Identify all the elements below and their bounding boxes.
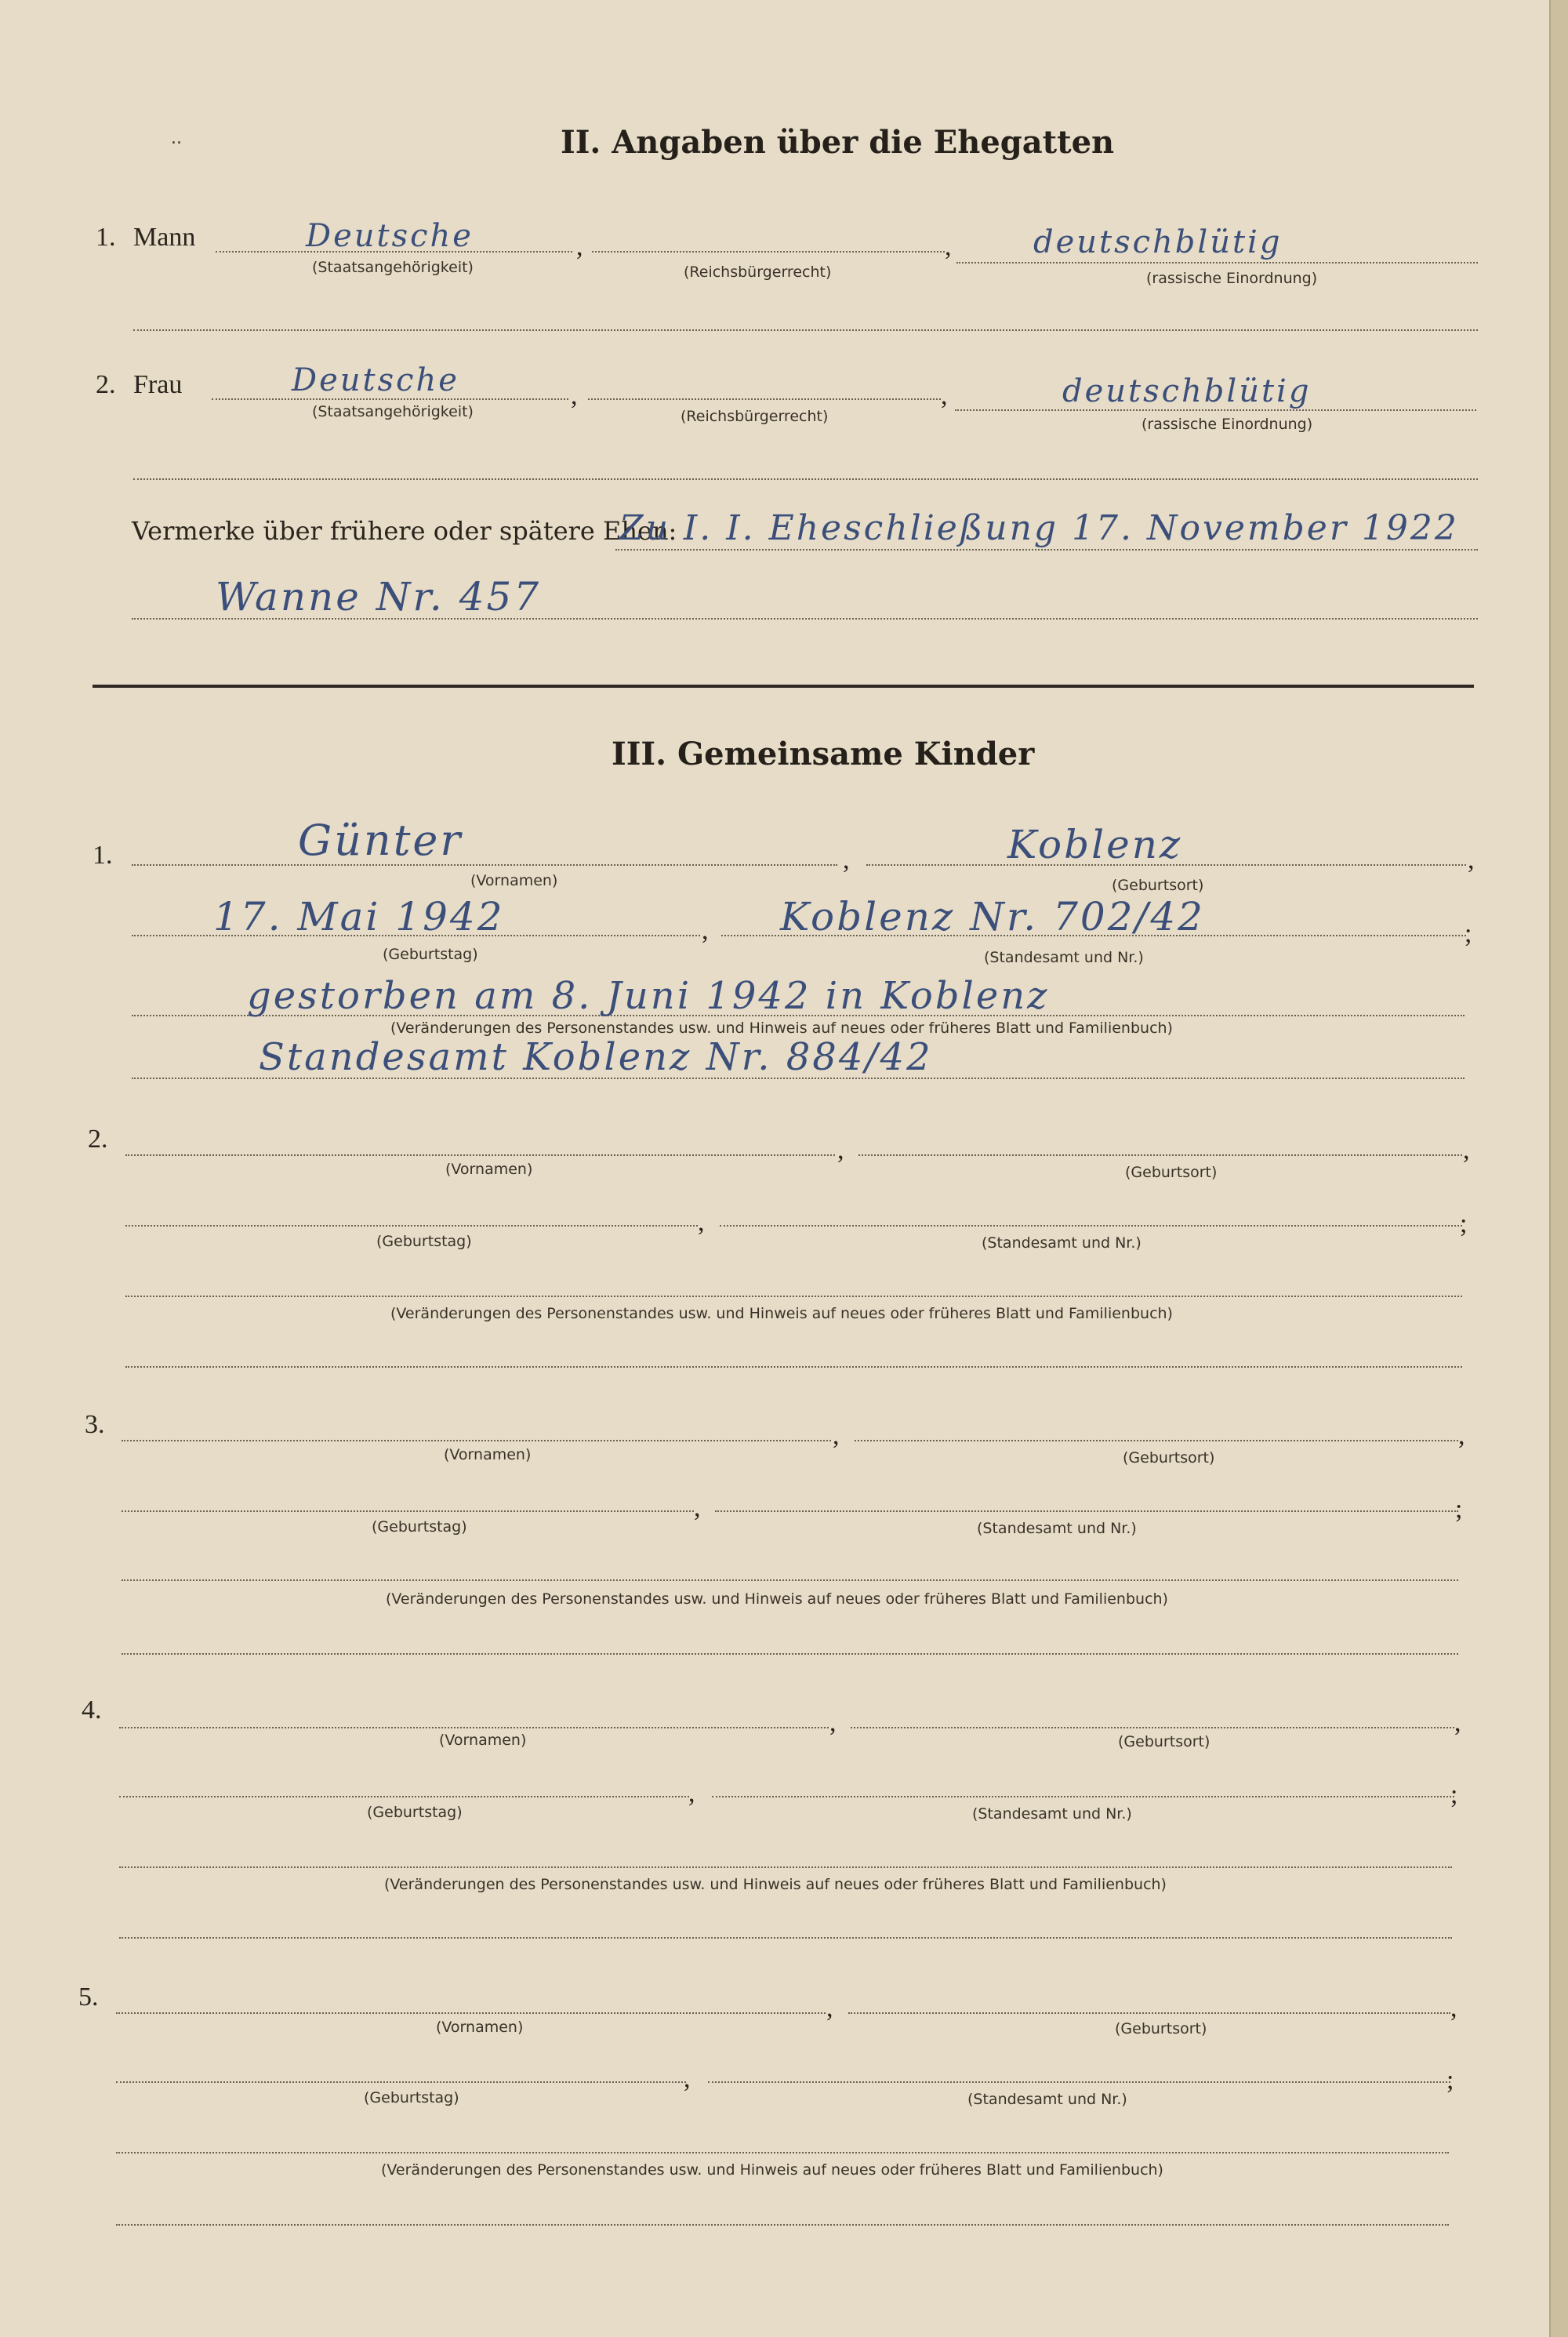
child-4-geburtsort-line bbox=[851, 1727, 1454, 1728]
child-2-geburtsort-line bbox=[858, 1154, 1462, 1156]
child-5-veraend-line-1 bbox=[116, 2152, 1449, 2153]
page-edge bbox=[1549, 0, 1568, 2337]
child-1-geburtsort-value: Koblenz bbox=[1007, 822, 1183, 867]
frau-rasse-value: deutschblütig bbox=[1062, 373, 1312, 409]
child-2-veraend-line-1 bbox=[125, 1296, 1462, 1297]
mann-rasse-value: deutschblütig bbox=[1033, 224, 1283, 260]
bemerk-label: Vermerke über frühere oder spätere Ehen: bbox=[132, 516, 677, 546]
document-page: .. II. Angaben über die Ehegatten 1. Mann , , Deutsche deutschblütig (Staatsangehörigkeit) (Reichsbürgerrecht) (rassische Einordnung) 2. Frau , , Deutsche deutschblütig (Staatsangehörigkeit) (Reichsbürgerrecht) (rassische Einordnung) Vermerke über frühere oder spätere Ehen: Zu I. I. Eheschließung 17. November 1922 Wanne Nr. 457 III. Gemeinsame Kinder 1. , , Günter Koblenz (Vornamen) (Geburtsort) , ; 17. Mai 1942 Koblenz Nr. 702/42 (Geburtstag) (Standesamt und Nr.) gestorben am 8. Juni 1942 in Koblenz (Veränderungen des Personenstandes usw. und Hinweis auf neues oder früheres Blatt und Familienbuch) Standesamt Koblenz Nr. 884/42 2. , , (Vornamen) (Geburtsort) , ; (Geburtstag) (Standesamt und Nr.) (Veränderungen des Personenstandes usw. und Hinweis auf neues oder früheres Blatt und Familienbuch) 3. , , (Vornamen) (Geburtsort) , ; (Geburtstag) (Standesamt und Nr.) (Veränderungen des Personenstandes usw. und Hinweis auf neues oder früheres Blatt und Familienbuch) 4. , , (Vornamen) (Geburtsort) , ; (Geburtstag) (Standesamt und Nr.) (Veränderungen des Personenstandes usw. und Hinweis auf neues oder früheres Blatt und Familienbuch) 5. , , (Vornamen) (Geburtsort) , ; (Geburtstag) (Standesamt und Nr.) (Veränderungen des Personenstandes usw. und Hinweis auf neues oder früheres Blatt und Familienbuch) bbox=[0, 0, 1568, 2337]
caption-vornamen-5: (Vornamen) bbox=[436, 2019, 524, 2036]
caption-vornamen-2: (Vornamen) bbox=[445, 1161, 533, 1178]
child-4-number: 4. bbox=[82, 1696, 102, 1725]
caption-vornamen-1: (Vornamen) bbox=[470, 872, 558, 889]
caption-standesamt-5: (Standesamt und Nr.) bbox=[967, 2091, 1127, 2108]
child-2-number: 2. bbox=[88, 1125, 108, 1154]
section-divider bbox=[93, 685, 1474, 688]
caption-geburtsort-2: (Geburtsort) bbox=[1125, 1164, 1218, 1181]
child-1-veraend-value-2: Standesamt Koblenz Nr. 884/42 bbox=[259, 1035, 933, 1079]
caption-standesamt-1: (Standesamt und Nr.) bbox=[984, 949, 1144, 966]
caption-geburtstag-5: (Geburtstag) bbox=[364, 2089, 459, 2106]
child-2-vornamen-line bbox=[125, 1154, 835, 1156]
child-4-veraend-line-1 bbox=[119, 1866, 1452, 1868]
child-1-geburtstag-value: 17. Mai 1942 bbox=[213, 894, 505, 940]
child-1-number: 1. bbox=[93, 841, 113, 870]
caption-geburtsort-5: (Geburtsort) bbox=[1115, 2020, 1207, 2037]
caption-vornamen-3: (Vornamen) bbox=[444, 1446, 532, 1463]
child-5-number: 5. bbox=[78, 1983, 99, 2012]
bemerk-value-1: Zu I. I. Eheschließung 17. November 1922 bbox=[619, 508, 1459, 548]
child-1-vornamen-line bbox=[132, 864, 837, 866]
section-2-title: II. Angaben über die Ehegatten bbox=[561, 124, 1115, 161]
caption-reich-2: (Reichsbürgerrecht) bbox=[681, 408, 829, 425]
child-3-veraend-line-2 bbox=[122, 1653, 1458, 1655]
child-3-geburtsort-line bbox=[855, 1440, 1458, 1441]
mann-number: 1. bbox=[96, 223, 116, 252]
mann-extra-line bbox=[133, 329, 1478, 331]
caption-reich: (Reichsbürgerrecht) bbox=[684, 264, 832, 281]
caption-veraend-2: (Veränderungen des Personenstandes usw. und Hinweis auf neues oder früheres Blatt und Familienbuch) bbox=[390, 1305, 1173, 1322]
caption-standesamt-3: (Standesamt und Nr.) bbox=[977, 1520, 1137, 1537]
caption-veraend-4: (Veränderungen des Personenstandes usw. und Hinweis auf neues oder früheres Blatt und Familienbuch) bbox=[384, 1876, 1167, 1893]
frau-extra-line bbox=[133, 478, 1478, 480]
caption-geburtsort-3: (Geburtsort) bbox=[1123, 1449, 1215, 1467]
margin-mark: .. bbox=[171, 129, 182, 148]
mann-reich-line bbox=[592, 251, 945, 253]
caption-rasse: (rassische Einordnung) bbox=[1146, 270, 1318, 287]
child-3-veraend-line-1 bbox=[122, 1579, 1458, 1581]
caption-geburtsort-4: (Geburtsort) bbox=[1118, 1733, 1210, 1750]
frau-rasse-line bbox=[955, 409, 1476, 411]
bemerk-line-1 bbox=[615, 549, 1478, 551]
section-3-title: III. Gemeinsame Kinder bbox=[612, 736, 1035, 772]
child-2-veraend-line-2 bbox=[125, 1366, 1462, 1368]
child-3-geburtstag-line bbox=[122, 1510, 694, 1512]
caption-veraend-5: (Veränderungen des Personenstandes usw. und Hinweis auf neues oder früheres Blatt und Familienbuch) bbox=[381, 2161, 1163, 2179]
child-4-veraend-line-2 bbox=[119, 1937, 1452, 1939]
caption-staats: (Staatsangehörigkeit) bbox=[312, 259, 474, 276]
child-1-vornamen-value: Günter bbox=[298, 816, 463, 865]
caption-rasse-2: (rassische Einordnung) bbox=[1142, 416, 1313, 433]
mann-label: Mann bbox=[133, 223, 196, 252]
frau-number: 2. bbox=[96, 370, 116, 399]
child-4-standesamt-line bbox=[712, 1796, 1454, 1797]
child-1-standesamt-value: Koblenz Nr. 702/42 bbox=[780, 894, 1205, 940]
child-2-standesamt-line bbox=[720, 1225, 1462, 1227]
child-5-geburtstag-line bbox=[116, 2081, 686, 2083]
frau-reich-line bbox=[588, 398, 941, 400]
child-1-veraend-value-1: gestorben am 8. Juni 1942 in Koblenz bbox=[247, 974, 1050, 1018]
caption-veraend-1: (Veränderungen des Personenstandes usw. und Hinweis auf neues oder früheres Blatt und Familienbuch) bbox=[390, 1019, 1173, 1037]
child-5-veraend-line-2 bbox=[116, 2224, 1449, 2226]
caption-vornamen-4: (Vornamen) bbox=[439, 1732, 527, 1749]
caption-veraend-3: (Veränderungen des Personenstandes usw. und Hinweis auf neues oder früheres Blatt und Familienbuch) bbox=[386, 1590, 1168, 1608]
caption-geburtstag-1: (Geburtstag) bbox=[383, 946, 478, 963]
bemerk-value-2: Wanne Nr. 457 bbox=[216, 574, 542, 620]
frau-staats-value: Deutsche bbox=[292, 362, 459, 398]
frau-staats-line bbox=[212, 398, 568, 400]
caption-geburtstag-4: (Geburtstag) bbox=[367, 1804, 463, 1821]
child-3-standesamt-line bbox=[715, 1510, 1458, 1512]
child-5-geburtsort-line bbox=[848, 2012, 1450, 2014]
frau-label: Frau bbox=[133, 370, 183, 399]
child-3-vornamen-line bbox=[122, 1440, 831, 1441]
caption-staats-2: (Staatsangehörigkeit) bbox=[312, 403, 474, 420]
child-4-vornamen-line bbox=[119, 1727, 829, 1728]
child-2-geburtstag-line bbox=[125, 1225, 698, 1227]
child-5-vornamen-line bbox=[116, 2012, 826, 2014]
child-4-geburtstag-line bbox=[119, 1796, 689, 1797]
mann-staats-value: Deutsche bbox=[306, 218, 474, 254]
caption-geburtstag-2: (Geburtstag) bbox=[376, 1233, 472, 1250]
caption-geburtstag-3: (Geburtstag) bbox=[372, 1518, 467, 1536]
caption-geburtsort-1: (Geburtsort) bbox=[1112, 877, 1204, 894]
caption-standesamt-4: (Standesamt und Nr.) bbox=[972, 1805, 1132, 1823]
child-3-number: 3. bbox=[85, 1410, 105, 1439]
mann-rasse-line bbox=[956, 262, 1478, 264]
child-5-standesamt-line bbox=[708, 2081, 1450, 2083]
caption-standesamt-2: (Standesamt und Nr.) bbox=[982, 1234, 1142, 1252]
